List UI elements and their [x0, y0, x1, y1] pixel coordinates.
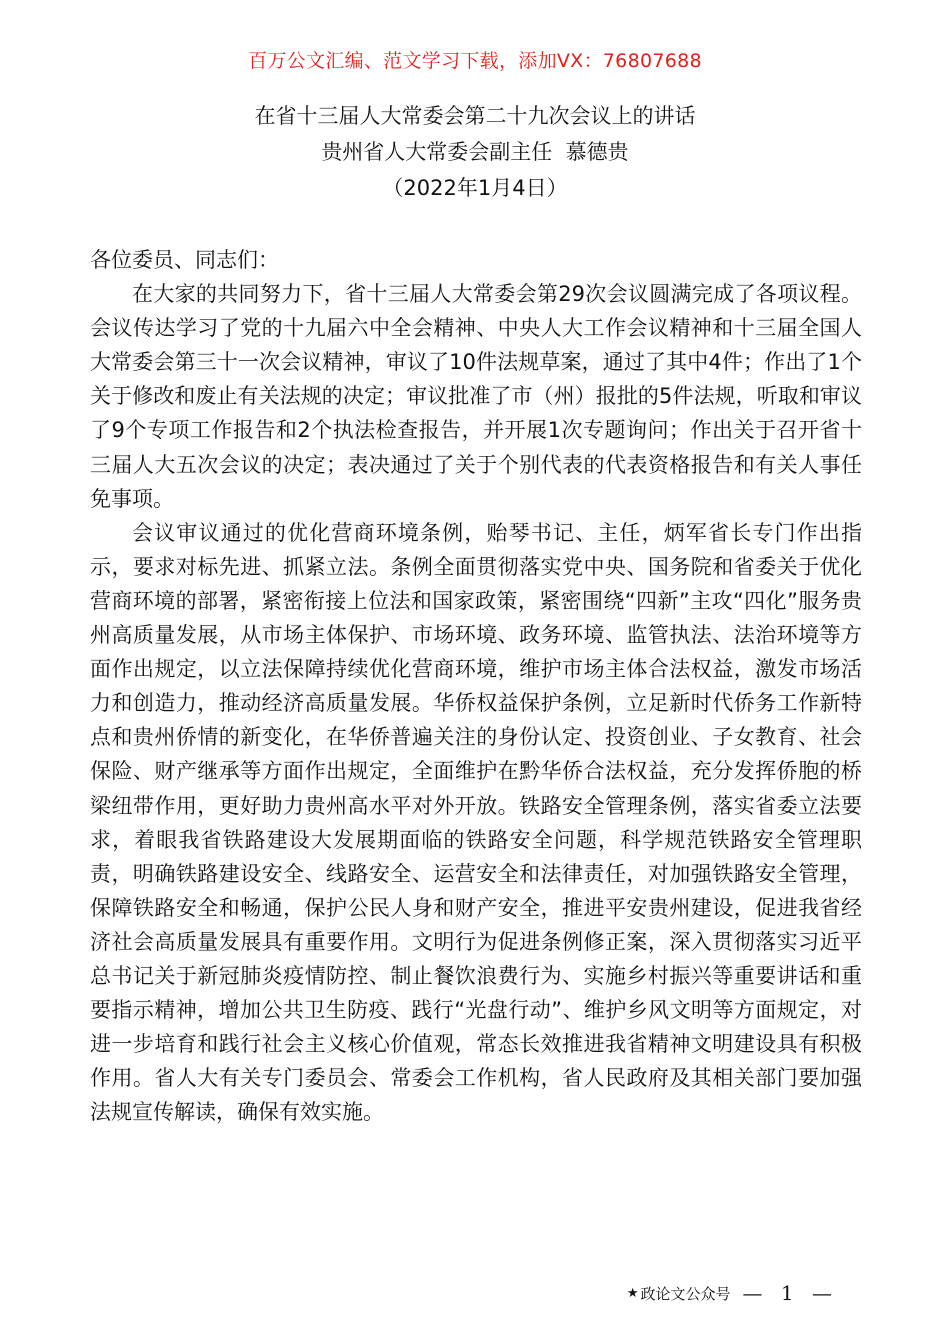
paragraph-2: 会议审议通过的优化营商环境条例，贻琴书记、主任，炳军省长专门作出指示，要求对标先进、抓紧立法。条例全面贯彻落实党中央、国务院和省委关于优化营商环境的部署，紧密衔接上位法和国家政策，紧密围绕“四新”主攻“四化”服务贵州高质量发展，从市场主体保护、市场环境、政务环境、监管执法、法治环境等方面作出规定，以立法保障持续优化营商环境，维护市场主体合法权益，激发市场活力和创造力，推动经济高质量发展。华侨权益保护条例，立足新时代侨务工作新特点和贵州侨情的新变化，在华侨普遍关注的身份认定、投资创业、子女教育、社会保险、财产继承等方面作出规定，全面维护在黔华侨合法权益，充分发挥侨胞的桥梁纽带作用，更好助力贵州高水平对外开放。铁路安全管理条例，落实省委立法要求，着眼我省铁路建设大发展期面临的铁路安全问题，科学规范铁路安全管理职责，明确铁路建设安全、线路安全、运营安全和法律责任，对加强铁路安全管理，保障铁路安全和畅通，保护公民人身和财产安全，推进平安贵州建设，促进我省经济社会高质量发展具有重要作用。文明行为促进条例修正案，深入贯彻落实习近平总书记关于新冠肺炎疫情防控、制止餐饮浪费行为、实施乡村振兴等重要讲话和重要指示精神，增加公共卫生防疫、践行“光盘行动”、维护乡风文明等方面规定，对进一步培育和践行社会主义核心价值观，常态长效推进我省精神文明建设具有积极作用。省人大有关专门委员会、常委会工作机构，省人民政府及其相关部门要加强法规宣传解读，确保有效实施。: [90, 520, 862, 1125]
document-body: [90, 243, 862, 1129]
salutation: 各位委员、同志们：: [90, 248, 279, 272]
download-banner: 百万公文汇编、范文学习下载，添加VX：76807688: [248, 50, 702, 72]
header: [0, 98, 950, 206]
speaker-line: 贵州省人大常委会副主任 慕德贵: [321, 140, 629, 164]
speech-title: 在省十三届人大常委会第二十九次会议上的讲话: [254, 104, 696, 128]
speech-date: （2022年1月4日）: [382, 176, 568, 200]
page-footer: [627, 1281, 838, 1305]
star-icon: ★: [626, 1285, 639, 1301]
paragraph-1: 在大家的共同努力下，省十三届人大常委会第29次会议圆满完成了各项议程。会议传达学习了党的十九届六中全会精神、中央人大工作会议精神和十三届全国人大常委会第三十一次会议精神，审议了10件法规草案，通过了其中4件；作出了1个关于修改和废止有关法规的决定；审议批准了市（州）报批的5件法规，听取和审议了9个专项工作报告和2个执法检查报告，并开展1次专题询问；作出关于召开省十三届人大五次会议的决定；表决通过了关于个别代表的代表资格报告和有关人事任免事项。: [90, 282, 862, 511]
footer-source: 政论文公众号: [640, 1284, 731, 1303]
page-number: — 1 —: [742, 1281, 838, 1305]
